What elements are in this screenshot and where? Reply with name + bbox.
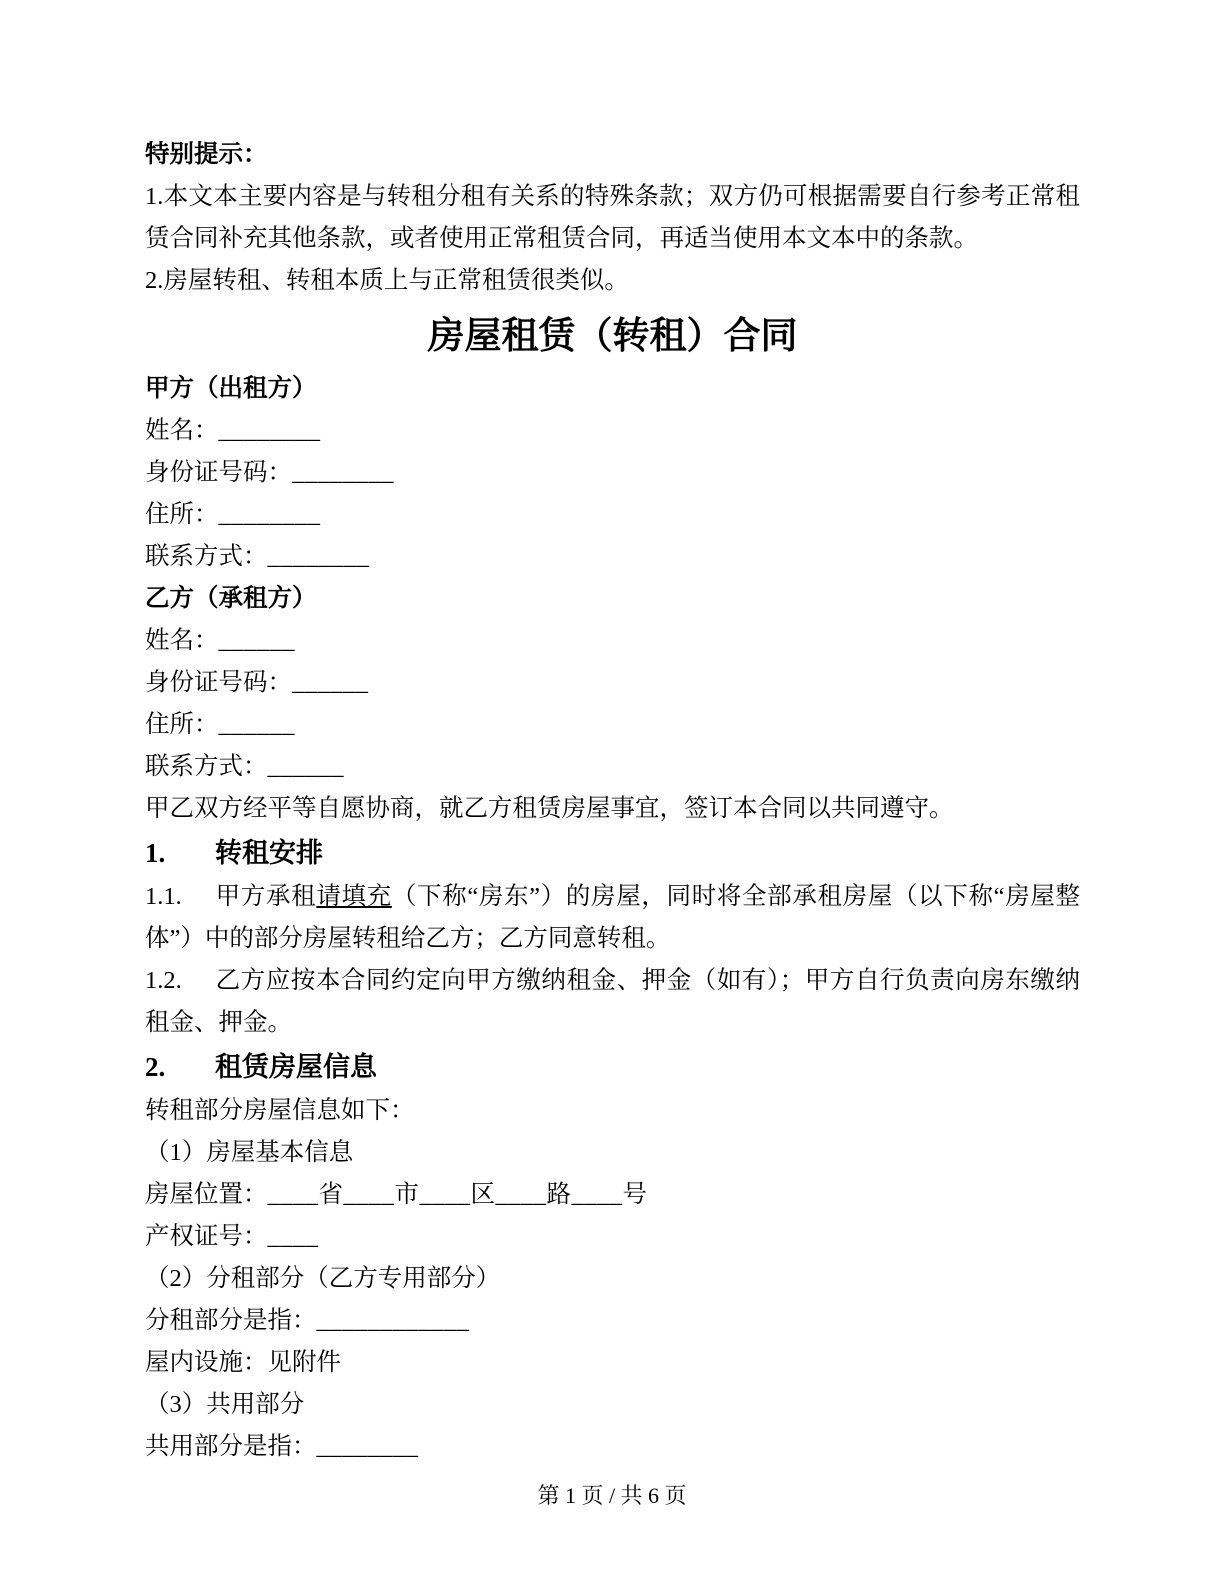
party-a-contact-field <box>145 536 1080 578</box>
blank-field: ________ <box>267 543 370 570</box>
field-label: 身份证号码： <box>145 669 292 696</box>
field-label: 身份证号码： <box>145 459 292 486</box>
clause-text: 甲方承租 <box>215 883 317 910</box>
subsection-1-heading: （1）房屋基本信息 <box>145 1139 354 1166</box>
blank-field: ____省____市____区____路____号 <box>267 1181 648 1208</box>
field-label: 住所： <box>145 501 219 528</box>
field-label: 住所： <box>145 711 219 738</box>
field-label: 联系方式： <box>145 753 268 780</box>
field-label: 联系方式： <box>145 543 268 570</box>
party-b-heading: 乙方（承租方） <box>145 585 317 612</box>
section-number: 1. <box>145 838 166 868</box>
section-title: 转租安排 <box>215 838 323 868</box>
subsection-3-heading: （3）共用部分 <box>145 1391 305 1418</box>
preamble-text: 甲乙双方经平等自愿协商，就乙方租赁房屋事宜，签订本合同以共同遵守。 <box>145 795 954 822</box>
blank-field: ____________ <box>316 1307 470 1334</box>
party-b-contact-field <box>145 746 1080 788</box>
sublet-part-field <box>145 1300 1080 1342</box>
field-label: 房屋位置： <box>145 1181 268 1208</box>
party-a-id-field <box>145 452 1080 494</box>
shared-part-field <box>145 1426 1080 1468</box>
field-label: 姓名： <box>145 627 219 654</box>
section-2-heading <box>145 1044 1080 1090</box>
fill-in-hint: 请填充 <box>316 883 392 910</box>
field-label: 产权证号： <box>145 1223 268 1250</box>
blank-field: ______ <box>292 669 369 696</box>
field-label: 姓名： <box>145 417 219 444</box>
notice-heading: 特别提示： <box>145 141 268 168</box>
clause-1-2 <box>145 960 1080 1044</box>
blank-field: ________ <box>218 501 321 528</box>
clause-text: 乙方应按本合同约定向甲方缴纳租金、押金（如有）；甲方自行负责向房东缴纳租金、押金。 <box>145 967 1080 1036</box>
party-a-heading: 甲方（出租方） <box>145 375 317 402</box>
party-a-name-field <box>145 410 1080 452</box>
clause-1-1 <box>145 876 1080 960</box>
blank-field: ______ <box>267 753 344 780</box>
notice-item-1: 1.本文本主要内容是与转租分租有关系的特殊条款；双方仍可根据需要自行参考正常租赁合同补充其他条款，或者使用正常租赁合同，再适当使用本文本中的条款。 <box>145 183 1080 252</box>
blank-field: ________ <box>292 459 394 486</box>
section-1-heading <box>145 830 1080 876</box>
section-number: 2. <box>145 1052 166 1082</box>
party-b-name-field <box>145 620 1080 662</box>
blank-field: ________ <box>316 1433 419 1460</box>
notice-item-2: 2.房屋转租、转租本质上与正常租赁很类似。 <box>145 267 629 294</box>
blank-field: ________ <box>218 417 321 444</box>
house-location-field <box>145 1174 1080 1216</box>
blank-field: ____ <box>267 1223 319 1250</box>
party-b-address-field <box>145 704 1080 746</box>
page-number-footer: 第 1 页 / 共 6 页 <box>537 1483 687 1508</box>
party-b-id-field <box>145 662 1080 704</box>
field-label: 屋内设施： <box>145 1349 268 1376</box>
facilities-field <box>145 1342 1080 1384</box>
blank-field: ______ <box>218 711 295 738</box>
clause-number: 1.2. <box>145 967 182 994</box>
blank-field: ______ <box>218 627 295 654</box>
field-label: 共用部分是指： <box>145 1433 317 1460</box>
property-cert-field <box>145 1216 1080 1258</box>
section-2-intro: 转租部分房屋信息如下： <box>145 1097 415 1124</box>
party-a-address-field <box>145 494 1080 536</box>
clause-text: （下称“房东”）的房屋，同时将全部承租房屋（以下称“房屋整体”）中的部分房屋转租给乙方；乙方同意转租。 <box>145 883 1081 952</box>
subsection-2-heading: （2）分租部分（乙方专用部分） <box>145 1265 501 1292</box>
section-title: 租赁房屋信息 <box>215 1052 377 1082</box>
document-title: 房屋租赁（转租）合同 <box>427 316 798 357</box>
field-value: 见附件 <box>267 1349 341 1376</box>
field-label: 分租部分是指： <box>145 1307 317 1334</box>
clause-number: 1.1. <box>145 883 182 910</box>
